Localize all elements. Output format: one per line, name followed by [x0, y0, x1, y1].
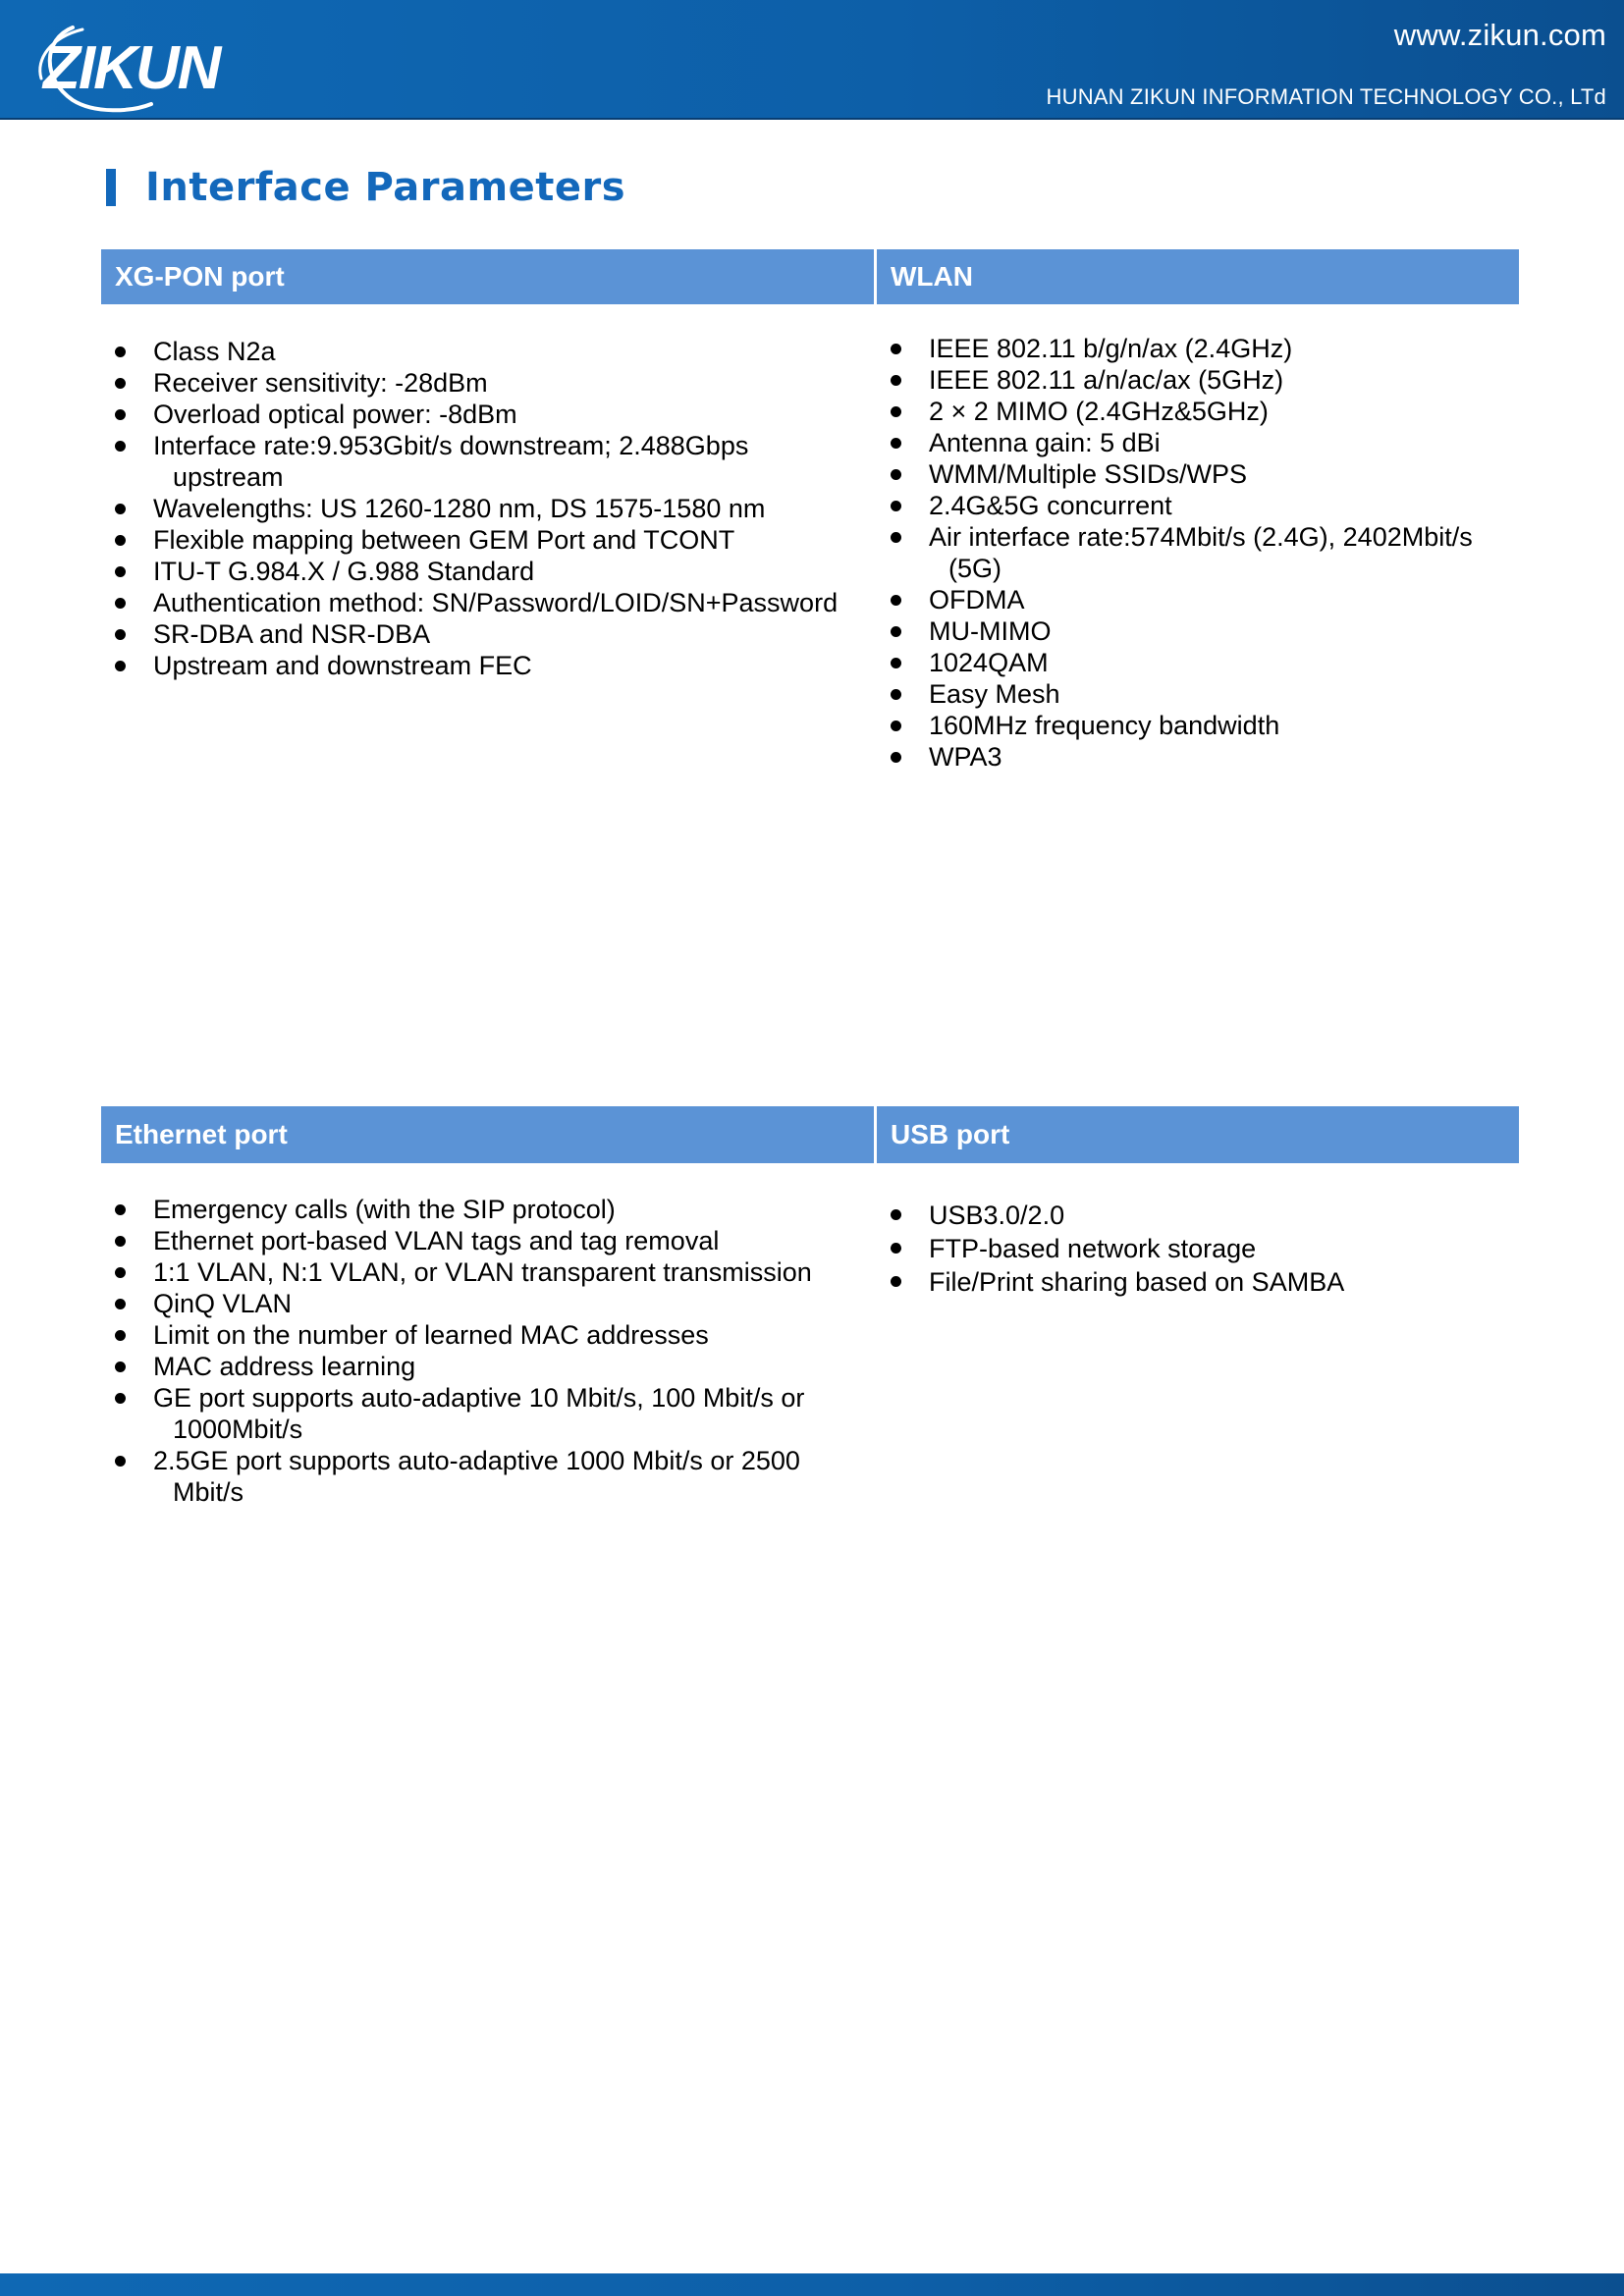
bullet-icon: [115, 1299, 126, 1309]
list-item-text: File/Print sharing based on SAMBA: [929, 1267, 1345, 1297]
company-name: HUNAN ZIKUN INFORMATION TECHNOLOGY CO., LTd: [1046, 84, 1606, 109]
list-item: [877, 458, 1505, 490]
list-item: [877, 615, 1505, 647]
bullet-icon: [891, 406, 901, 417]
bullet-icon: [115, 535, 126, 546]
xgpon-list: [101, 336, 877, 681]
list-item: [101, 430, 877, 493]
list-item-text: IEEE 802.11 a/n/ac/ax (5GHz): [929, 365, 1284, 395]
list-item-text: Authentication method: SN/Password/LOID/SN+Password: [153, 588, 839, 617]
list-item: [877, 741, 1505, 773]
list-item-text: Overload optical power: -8dBm: [153, 400, 517, 429]
list-item: [101, 336, 877, 367]
bullet-icon: [891, 752, 901, 763]
bullet-icon: [115, 1393, 126, 1404]
list-item-text: SR-DBA and NSR-DBA: [153, 619, 431, 649]
page-header: [0, 0, 1624, 120]
list-item: [877, 333, 1505, 364]
list-item: [101, 1445, 867, 1508]
wlan-list: [877, 333, 1505, 773]
list-item-text: 2.5GE port supports auto-adaptive 1000 Mbit/s or 2500: [153, 1446, 800, 1475]
list-item: [101, 1382, 867, 1445]
xgpon-header: XG-PON port: [101, 249, 874, 304]
list-item: [101, 1319, 867, 1351]
list-item-text: 2.4G&5G concurrent: [929, 491, 1172, 520]
list-item: [877, 1265, 1505, 1299]
list-item-text: USB3.0/2.0: [929, 1201, 1065, 1230]
list-item: [877, 647, 1505, 678]
footer-bar: [0, 2273, 1624, 2296]
list-item: [101, 1288, 867, 1319]
bullet-icon: [115, 566, 126, 577]
list-item-text: Antenna gain: 5 dBi: [929, 428, 1161, 457]
bullet-icon: [115, 629, 126, 640]
list-item: [101, 1225, 867, 1256]
list-item-text: MU-MIMO: [929, 616, 1052, 646]
list-item-text: MAC address learning: [153, 1352, 416, 1381]
ethernet-header: Ethernet port: [101, 1106, 874, 1163]
list-item-text: FTP-based network storage: [929, 1234, 1257, 1263]
bullet-icon: [891, 1243, 901, 1254]
list-item-text: IEEE 802.11 b/g/n/ax (2.4GHz): [929, 334, 1293, 363]
bullet-icon: [115, 378, 126, 389]
bullet-icon: [891, 595, 901, 606]
bullet-icon: [115, 1267, 126, 1278]
list-item: [101, 1194, 867, 1225]
usb-header: USB port: [877, 1106, 1519, 1163]
list-item: [101, 1351, 867, 1382]
list-item-text: ITU-T G.984.X / G.988 Standard: [153, 557, 535, 586]
bullet-icon: [891, 532, 901, 543]
list-item: [101, 399, 877, 430]
bullet-icon: [115, 1362, 126, 1372]
page-title: Interface Parameters: [145, 165, 626, 210]
list-item: [101, 556, 877, 587]
list-item: [101, 650, 877, 681]
bullet-icon: [891, 438, 901, 449]
zikun-logo: [33, 10, 249, 116]
list-item: [877, 584, 1505, 615]
list-item-text: Upstream and downstream FEC: [153, 651, 532, 680]
list-item: [101, 587, 877, 618]
bullet-icon: [891, 469, 901, 480]
list-item-text: Receiver sensitivity: -28dBm: [153, 368, 488, 398]
bullet-icon: [115, 347, 126, 357]
list-item: [101, 367, 877, 399]
bullet-icon: [891, 626, 901, 637]
list-item-text: Limit on the number of learned MAC addresses: [153, 1320, 709, 1350]
list-item-text: Easy Mesh: [929, 679, 1060, 709]
list-item: [101, 1256, 867, 1288]
usb-list: [877, 1199, 1505, 1299]
list-item-text: 1:1 VLAN, N:1 VLAN, or VLAN transparent transmission: [153, 1257, 812, 1287]
bullet-icon: [115, 504, 126, 514]
bullet-icon: [115, 1330, 126, 1341]
list-item-text: Wavelengths: US 1260-1280 nm, DS 1575-1580 nm: [153, 494, 766, 523]
list-item: [101, 618, 877, 650]
list-item: [877, 521, 1505, 584]
list-item: [101, 524, 877, 556]
list-item: [877, 490, 1505, 521]
list-item: [877, 678, 1505, 710]
list-item: [877, 1232, 1505, 1265]
bullet-icon: [115, 409, 126, 420]
list-item: [877, 396, 1505, 427]
bullet-icon: [115, 1456, 126, 1467]
bullet-icon: [891, 658, 901, 668]
list-item: [877, 364, 1505, 396]
bullet-icon: [891, 1276, 901, 1287]
list-item-continuation: 1000Mbit/s: [173, 1415, 303, 1444]
list-item-text: GE port supports auto-adaptive 10 Mbit/s, 100 Mbit/s or: [153, 1383, 805, 1413]
svg-text:ZIKUN: ZIKUN: [43, 34, 220, 102]
section-title: [106, 162, 625, 213]
list-item: [877, 710, 1505, 741]
list-item-text: Emergency calls (with the SIP protocol): [153, 1195, 616, 1224]
list-item-text: WMM/Multiple SSIDs/WPS: [929, 459, 1248, 489]
bullet-icon: [891, 501, 901, 511]
list-item-text: 160MHz frequency bandwidth: [929, 711, 1280, 740]
list-item-text: Flexible mapping between GEM Port and TCONT: [153, 525, 735, 555]
site-url: www.zikun.com: [1393, 18, 1606, 52]
list-item: [101, 493, 877, 524]
list-item-text: QinQ VLAN: [153, 1289, 293, 1318]
list-item-text: 1024QAM: [929, 648, 1049, 677]
bullet-icon: [891, 344, 901, 354]
list-item-text: OFDMA: [929, 585, 1025, 614]
bullet-icon: [115, 598, 126, 609]
bullet-icon: [115, 441, 126, 452]
list-item-continuation: Mbit/s: [173, 1477, 244, 1507]
bullet-icon: [891, 1209, 901, 1220]
list-item-continuation: upstream: [173, 462, 284, 492]
list-item-text: Interface rate:9.953Gbit/s downstream; 2.488Gbps: [153, 431, 749, 460]
list-item: [877, 427, 1505, 458]
list-item: [877, 1199, 1505, 1232]
bullet-icon: [115, 1236, 126, 1247]
wlan-header: WLAN: [877, 249, 1519, 304]
bullet-icon: [891, 689, 901, 700]
list-item-text: WPA3: [929, 742, 1002, 772]
list-item-text: Air interface rate:574Mbit/s (2.4G), 2402Mbit/s: [929, 522, 1473, 552]
list-item-text: Ethernet port-based VLAN tags and tag removal: [153, 1226, 720, 1255]
list-item-continuation: (5G): [948, 554, 1001, 583]
bullet-icon: [115, 661, 126, 671]
ethernet-list: [101, 1194, 867, 1508]
bullet-icon: [115, 1204, 126, 1215]
bullet-icon: [891, 375, 901, 386]
title-accent-bar: [106, 169, 116, 206]
list-item-text: Class N2a: [153, 337, 276, 366]
list-item-text: 2 × 2 MIMO (2.4GHz&5GHz): [929, 397, 1269, 426]
bullet-icon: [891, 721, 901, 731]
